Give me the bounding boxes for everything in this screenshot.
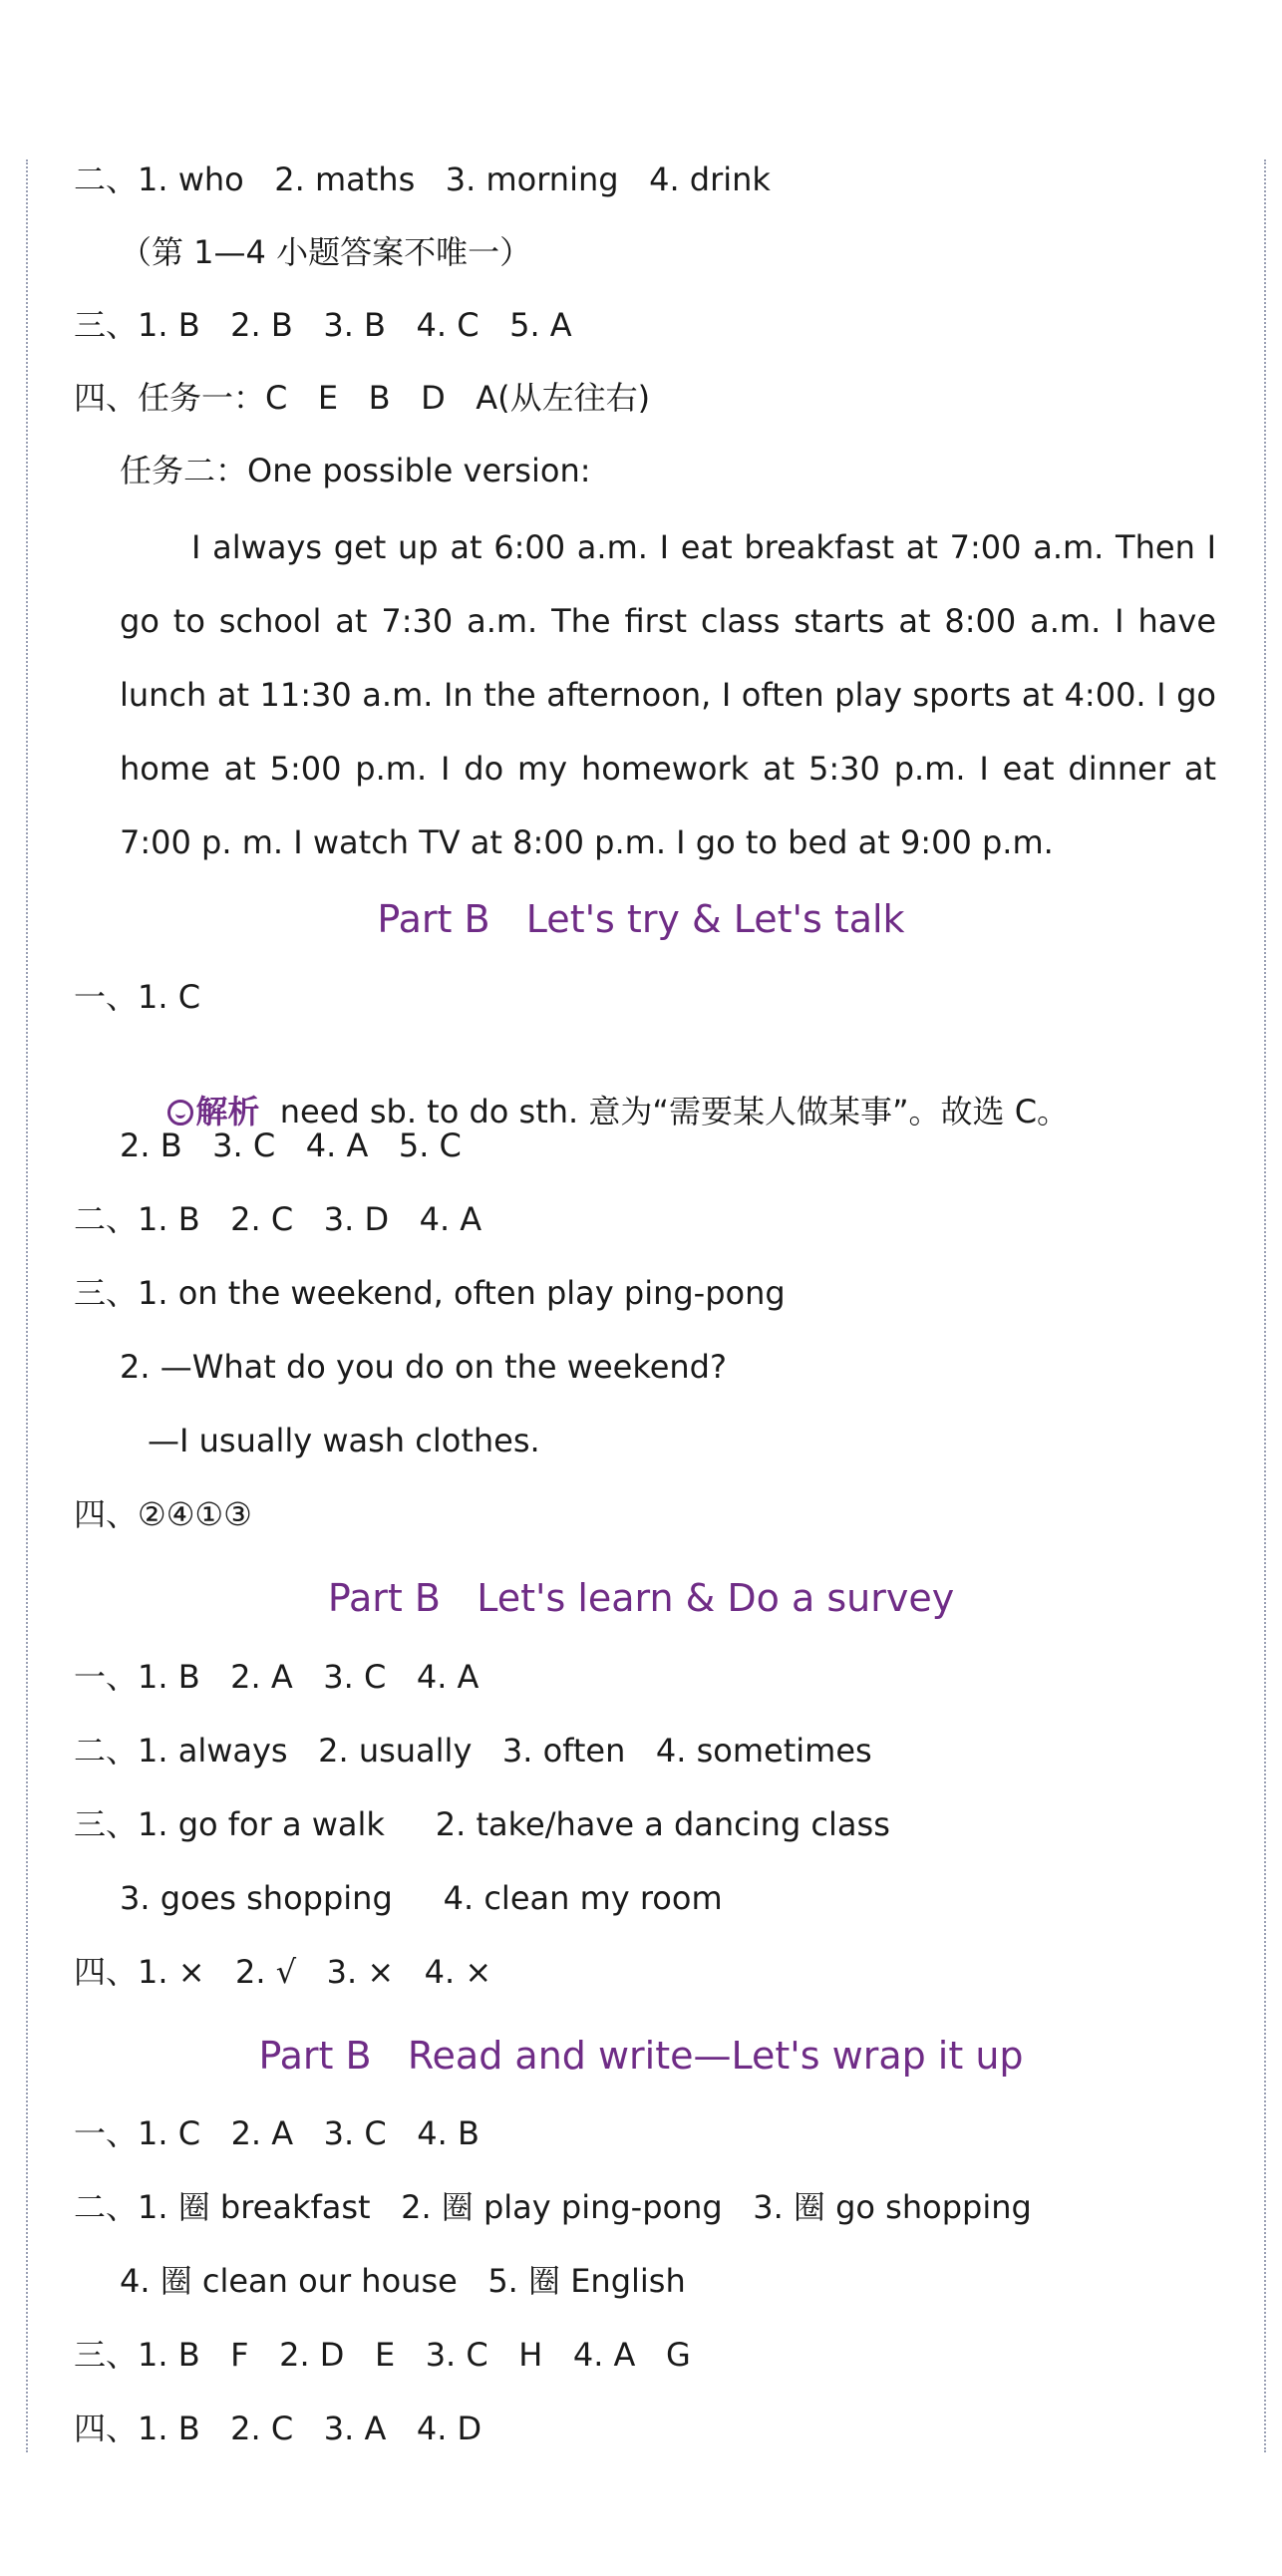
answer-line-er: 二、1. who 2. maths 3. morning 4. drink — [74, 161, 771, 198]
section-heading-learn-survey: Part B Let's learn & Do a survey — [327, 1576, 955, 1620]
s2-line-3: 三、1. go for a walk 2. take/have a dancing class — [74, 1805, 890, 1843]
s3-line-1: 一、1. C 2. A 3. C 4. B — [74, 2114, 480, 2152]
section-heading-read-write: Part B Read and write—Let's wrap it up — [258, 2034, 1024, 2078]
answer-line-task2: 任务二：One possible version: — [120, 452, 591, 489]
s1-line-7: 四、②④①③ — [74, 1495, 252, 1533]
answer-note: （第 1—4 小题答案不唯一） — [120, 233, 532, 271]
s3-line-4: 三、1. B F 2. D E 3. C H 4. A G — [74, 2336, 691, 2374]
s2-line-2: 二、1. always 2. usually 3. often 4. sometimes — [74, 1732, 872, 1770]
s3-line-3: 4. 圈 clean our house 5. 圈 English — [120, 2262, 686, 2300]
section-heading-try-talk: Part B Let's try & Let's talk — [377, 897, 905, 941]
analysis-label: 解析 — [195, 1093, 260, 1130]
s3-line-2: 二、1. 圈 breakfast 2. 圈 play ping-pong 3. 圈 go shopping — [74, 2188, 1032, 2226]
sample-essay: I always get up at 6:00 a.m. I eat breakfast at 7:00 a.m. Then I go to school at 7:30 a.m. The first class starts at 8:00 a.m. I have lunch at 11:30 a.m. In the afternoon, I often play sports at 4:00. I go home at 5:00 p.m. I do my homework at 5:30 p.m. I eat dinner at 7:00 p. m. I watch TV at 8:00 p.m. I go to bed at 9:00 p.m. — [120, 528, 1216, 861]
s1-line-4: 三、1. on the weekend, often play ping-pong — [74, 1274, 786, 1312]
s1-analysis — [0, 1052, 1282, 1131]
s1-line-5: 2. —What do you do on the weekend? — [120, 1348, 727, 1386]
s1-line-6: —I usually wash clothes. — [148, 1422, 540, 1459]
s1-line-3: 二、1. B 2. C 3. D 4. A — [74, 1200, 482, 1238]
s2-line-5: 四、1. × 2. √ 3. × 4. × — [74, 1953, 492, 1991]
s1-line-1: 一、1. C — [74, 978, 201, 1016]
s3-line-5: 四、1. B 2. C 3. A 4. D — [74, 2410, 482, 2447]
answer-line-si-task1: 四、任务一：C E B D A(从左往右) — [74, 379, 651, 417]
answer-line-san: 三、1. B 2. B 3. B 4. C 5. A — [74, 306, 572, 344]
s2-line-1: 一、1. B 2. A 3. C 4. A — [74, 1658, 480, 1696]
s1-line-2: 2. B 3. C 4. A 5. C — [120, 1127, 462, 1164]
s2-line-4: 3. goes shopping 4. clean my room — [120, 1879, 723, 1917]
analysis-icon — [167, 1100, 193, 1126]
analysis-text: need sb. to do sth. 意为“需要某人做某事”。故选 C。 — [279, 1093, 1070, 1130]
